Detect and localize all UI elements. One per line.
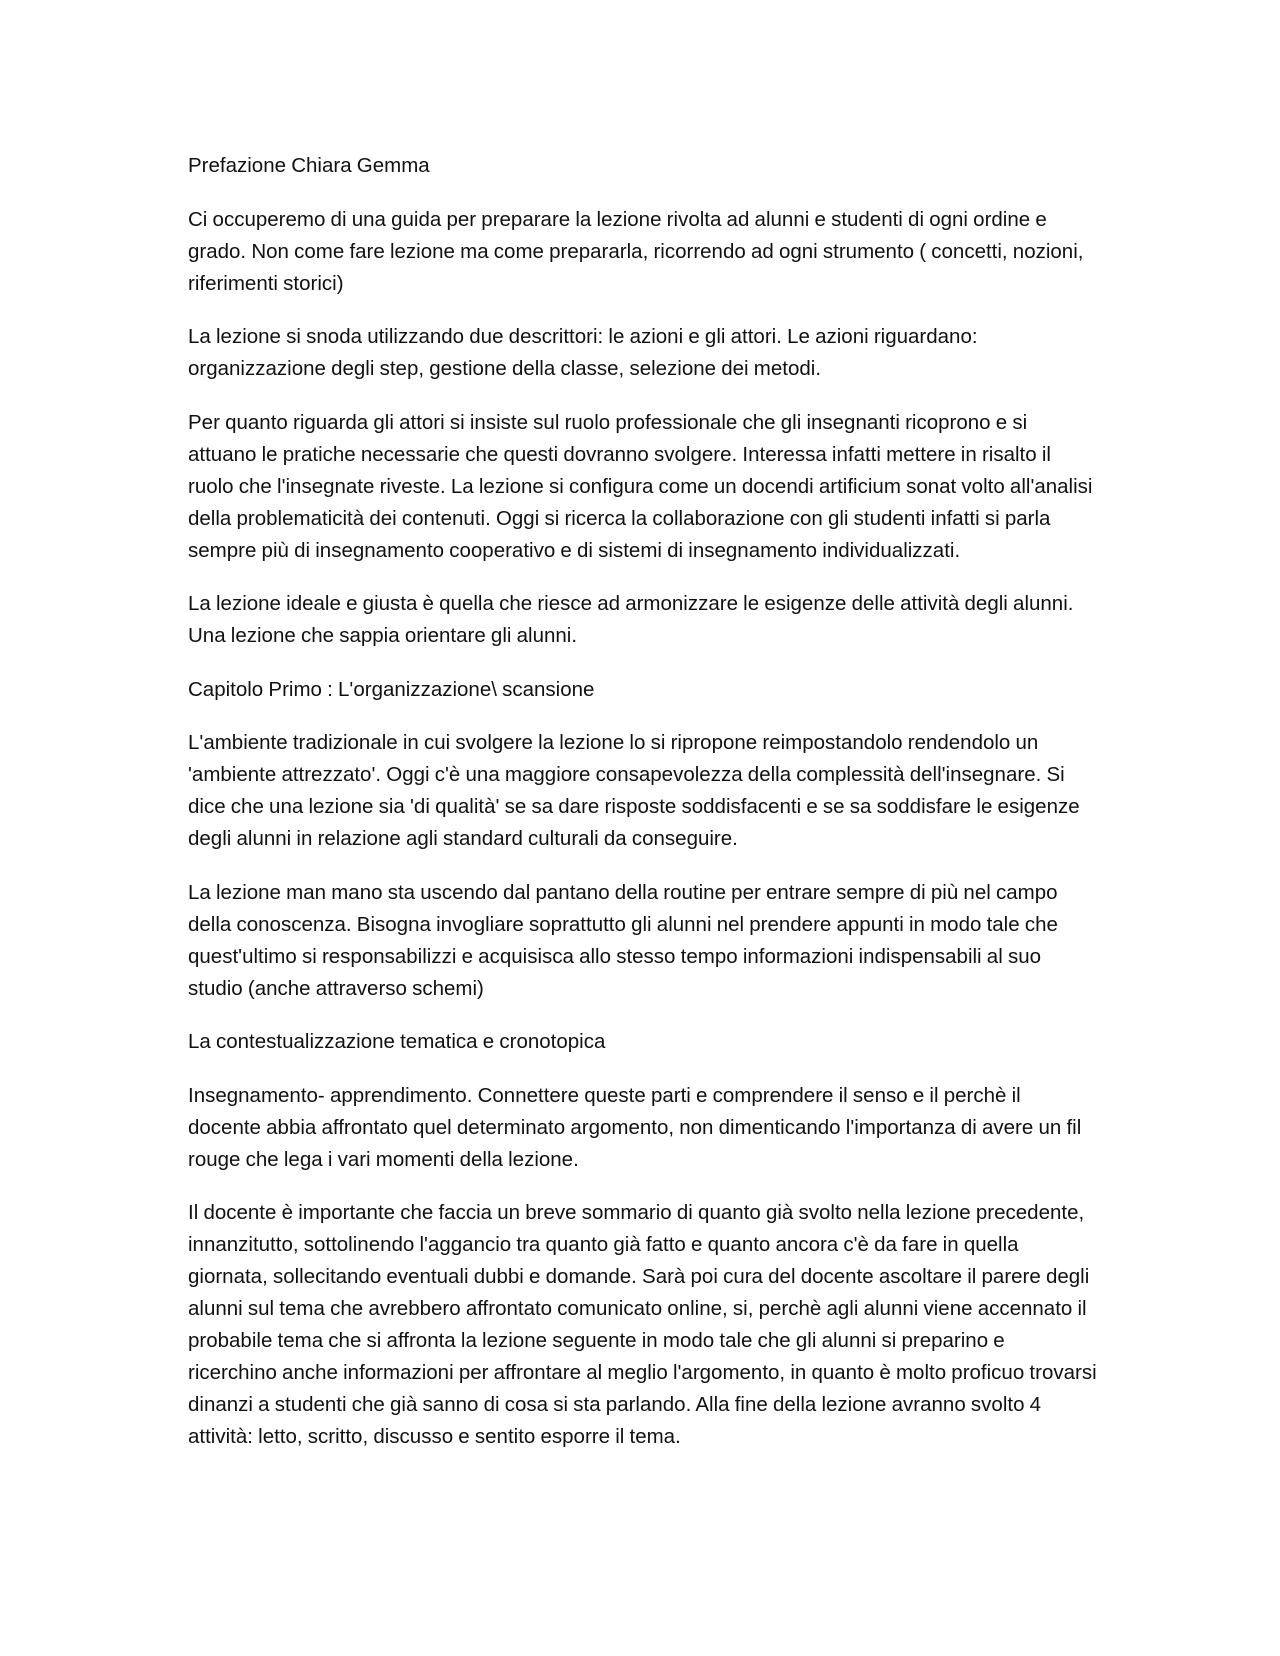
paragraph: La lezione man mano sta uscendo dal pantano della routine per entrare sempre di più nel campo della conoscenza. Bisogna invogliare soprattutto gli alunni nel prendere appunti in modo tale che quest'ultimo si responsabilizzi e acquisisca allo stesso tempo informazioni indispensabili al suo studio (anche attraverso schemi) <box>188 880 1058 1000</box>
section-heading: La contestualizzazione tematica e cronotopica <box>188 1030 606 1053</box>
paragraph: Insegnamento- apprendimento. Connettere queste parti e comprendere il senso e il perchè il docente abbia affrontato quel determinato argomento, non dimenticando l'importanza di avere un fil rouge che lega i vari momenti della lezione. <box>188 1083 1082 1171</box>
paragraph: Per quanto riguarda gli attori si insiste sul ruolo professionale che gli insegnanti ricoprono e si attuano le pratiche necessarie che questi dovranno svolgere. Interessa infatti mettere in risalto il ruolo che l'insegnate riveste. La lezione si configura come un docendi artificium sonat volto all'analisi della problematicità dei contenuti. Oggi si ricerca la collaborazione con gli studenti infatti si parla sempre più di insegnamento cooperativo e di sistemi di insegnamento individualizzati. <box>188 410 1093 562</box>
paragraph: La lezione si snoda utilizzando due descrittori: le azioni e gli attori. Le azioni riguardano: organizzazione degli step, gestione della classe, selezione dei metodi. <box>188 325 978 380</box>
paragraph: Il docente è importante che faccia un breve sommario di quanto già svolto nella lezione precedente, innanzitutto, sottolinendo l'aggancio tra quanto già fatto e quanto ancora c'è da fare in quella giornata, sollecitando eventuali dubbi e domande. Sarà poi cura del docente ascoltare il parere degli alunni sul tema che avrebbero affrontato comunicato online, si, perchè agli alunni viene accennato il probabile tema che si affronta la lezione seguente in modo tale che gli alunni si preparino e ricerchino anche informazioni per affrontare al meglio l'argomento, in quanto è molto proficuo trovarsi dinanzi a studenti che già sanno di cosa si sta parlando. Alla fine della lezione avranno svolto 4 attività: letto, scritto, discusso e sentito esporre il tema. <box>188 1201 1097 1448</box>
document-body <box>188 150 1098 1475</box>
chapter-heading: Capitolo Primo : L'organizzazione\ scansione <box>188 677 595 701</box>
paragraph: L'ambiente tradizionale in cui svolgere la lezione lo si ripropone reimpostandolo rendendolo un 'ambiente attrezzato'. Oggi c'è una maggiore consapevolezza della complessità dell'insegnare. Si dice che una lezione sia 'di qualità' se sa dare risposte soddisfacenti e se sa soddisfare le esigenze degli alunni in relazione agli standard culturali da conseguire. <box>188 731 1080 850</box>
paragraph: La lezione ideale e giusta è quella che riesce ad armonizzare le esigenze delle attività degli alunni. Una lezione che sappia orientare gli alunni. <box>188 592 1074 647</box>
paragraph: Ci occuperemo di una guida per preparare la lezione rivolta ad alunni e studenti di ogni ordine e grado. Non come fare lezione ma come prepararla, ricorrendo ad ogni strumento ( concetti, nozioni, riferimenti storici) <box>188 207 1084 295</box>
preface-heading: Prefazione Chiara Gemma <box>188 154 430 177</box>
